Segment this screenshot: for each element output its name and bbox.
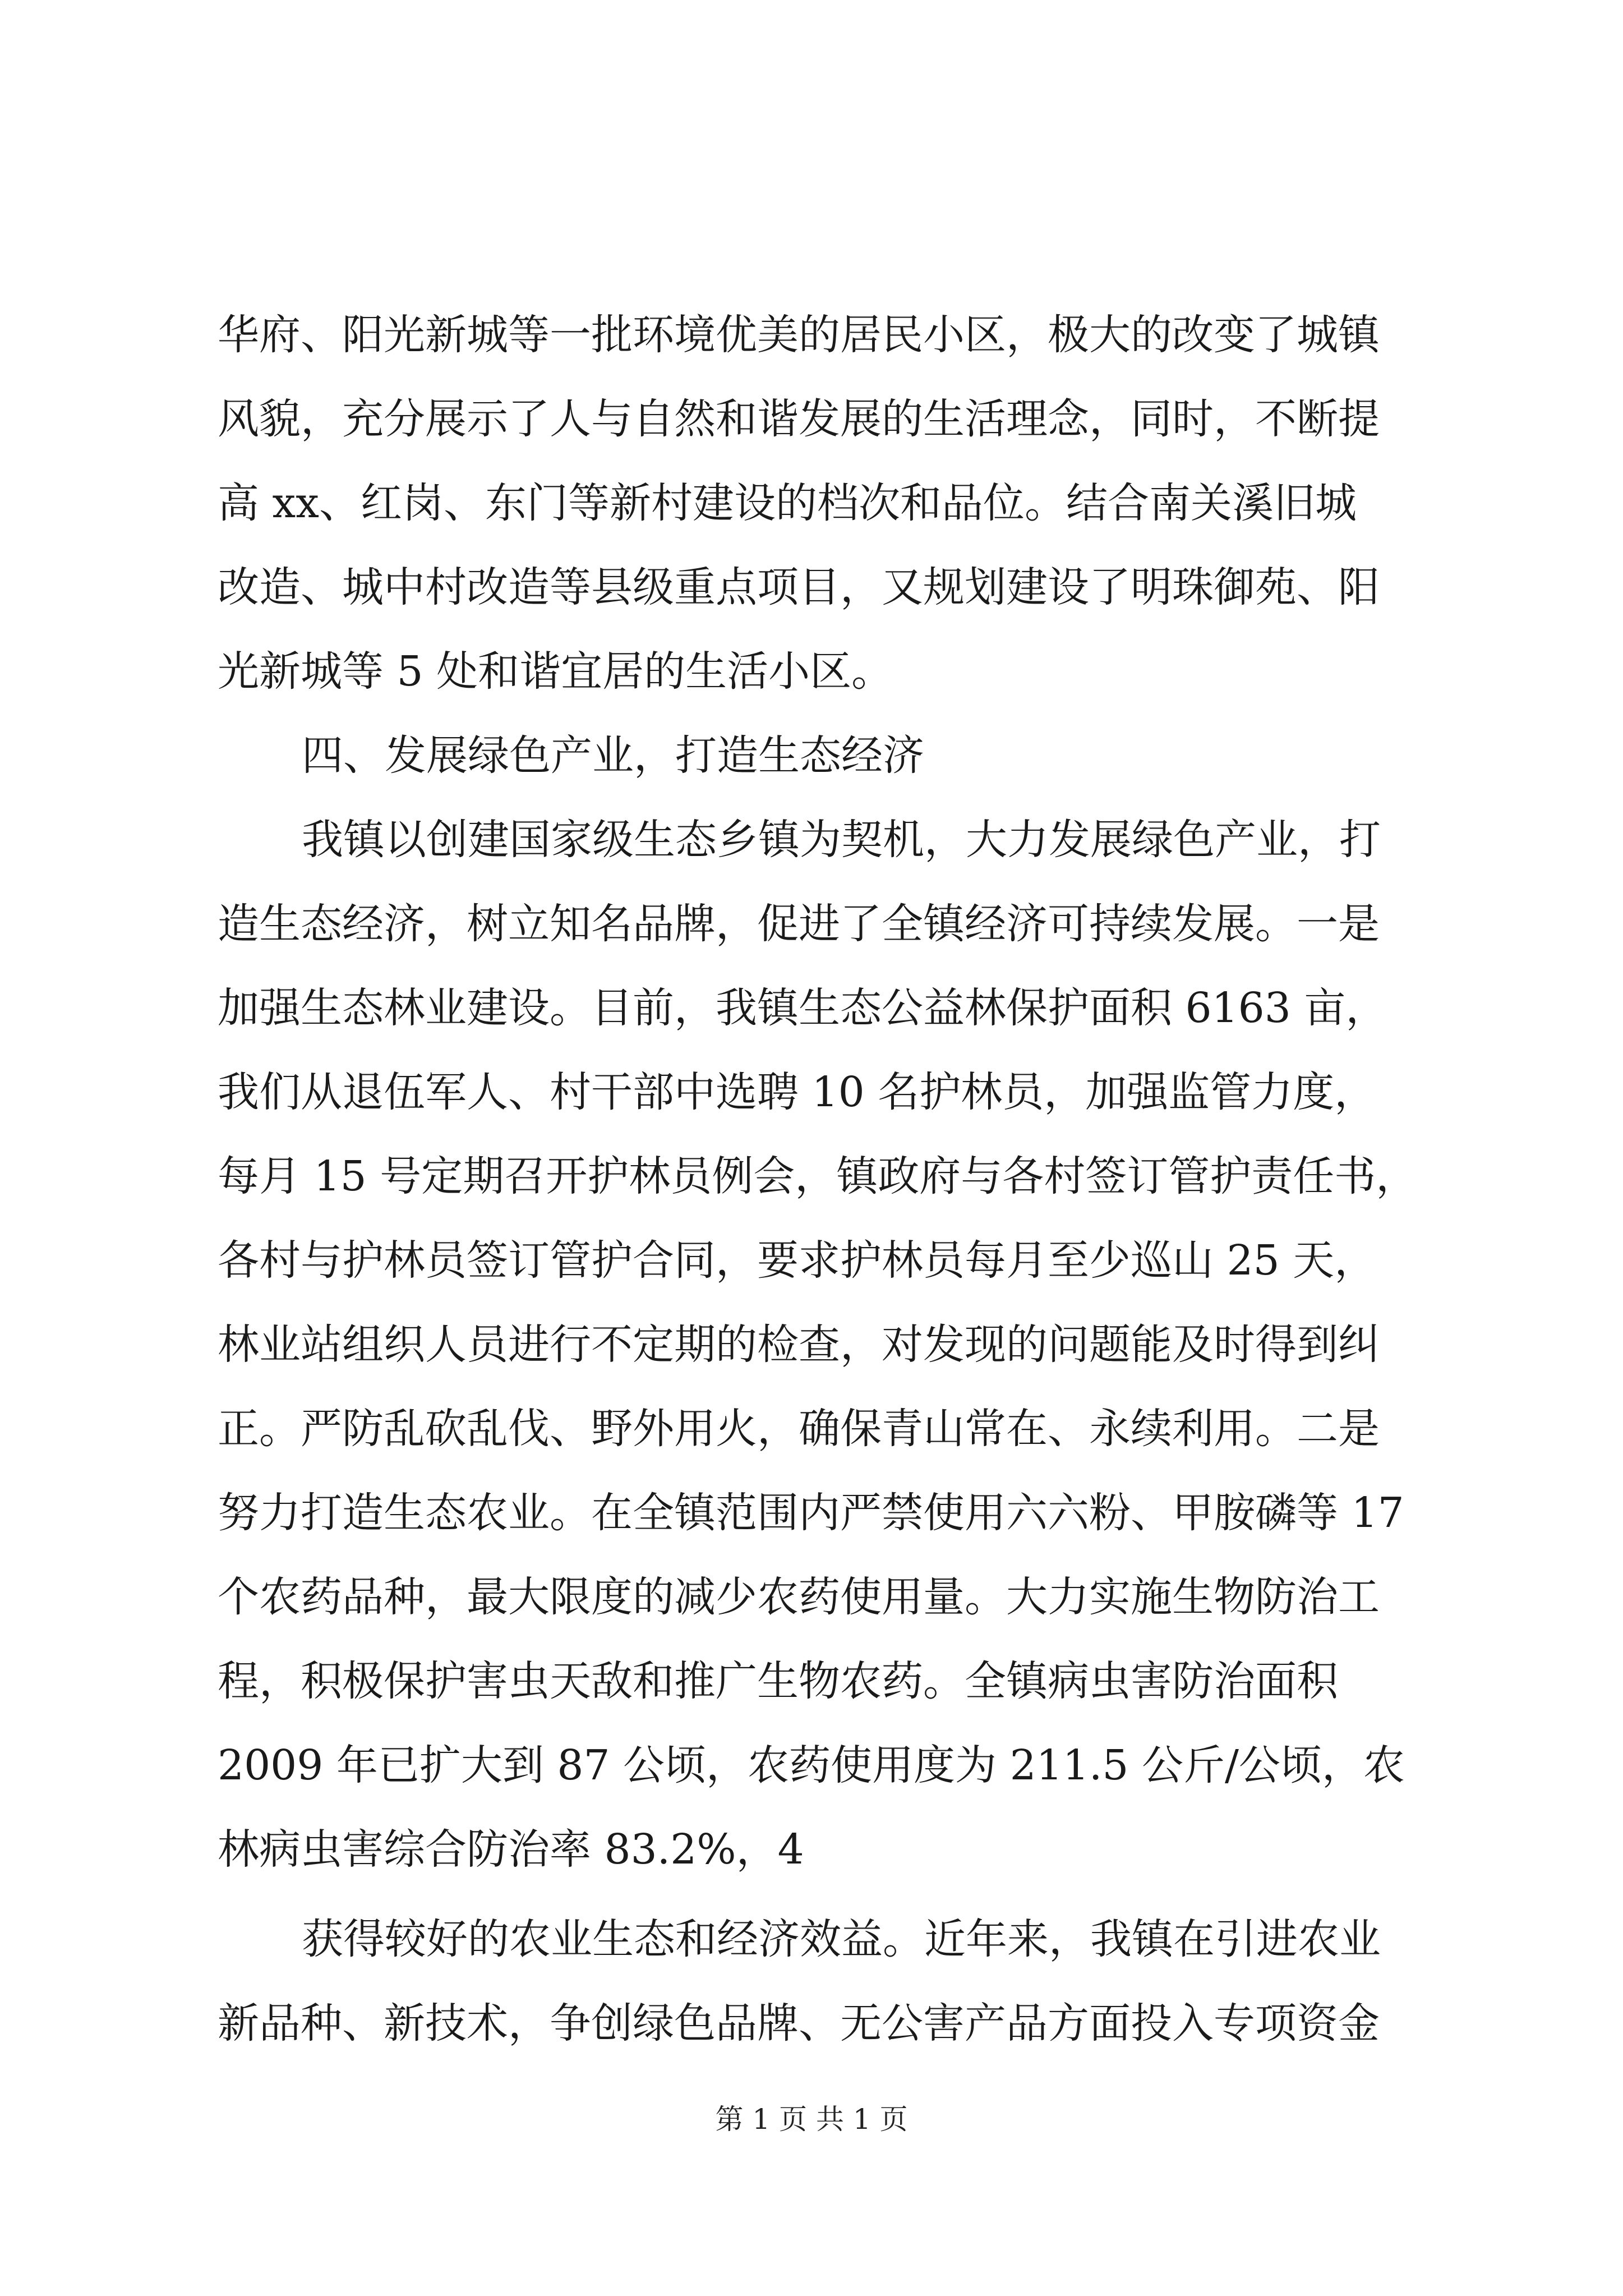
body-line: 林病虫害综合防治率 83.2%，4 <box>218 1825 804 1874</box>
body-line: 努力打造生态农业。在全镇范围内严禁使用六六粉、甲胺磷等 17 <box>218 1489 1404 1537</box>
body-line: 程，积极保护害虫天敌和推广生物农药。全镇病虫害防治面积 <box>218 1657 1338 1705</box>
body-line: 林业站组织人员进行不定期的检查，对发现的问题能及时得到纠 <box>218 1320 1380 1369</box>
body-line: 我们从退伍军人、村干部中选聘 10 名护林员，加强监管力度， <box>218 1068 1376 1116</box>
body-line: 各村与护林员签订管护合同，要求护林员每月至少巡山 25 天， <box>218 1236 1376 1285</box>
body-line: 高 xx、红岗、东门等新村建设的档次和品位。结合南关溪旧城 <box>218 479 1357 527</box>
body-line: 每月 15 号定期召开护林员例会，镇政府与各村签订管护责任书， <box>218 1152 1418 1200</box>
body-line: 正。严防乱砍乱伐、野外用火，确保青山常在、永续利用。二是 <box>218 1405 1380 1453</box>
section-heading: 四、发展绿色产业，打造生态经济 <box>302 731 924 780</box>
body-line: 风貌，充分展示了人与自然和谐发展的生活理念，同时，不断提 <box>218 395 1380 443</box>
body-line: 华府、阳光新城等一批环境优美的居民小区，极大的改变了城镇 <box>218 311 1380 359</box>
body-line: 造生态经济，树立知名品牌，促进了全镇经济可持续发展。一是 <box>218 900 1380 948</box>
body-line: 个农药品种，最大限度的减少农药使用量。大力实施生物防治工 <box>218 1573 1380 1621</box>
body-line: 光新城等 5 处和谐宜居的生活小区。 <box>218 647 893 696</box>
body-line: 新品种、新技术，争创绿色品牌、无公害产品方面投入专项资金 <box>218 1999 1380 2047</box>
body-line: 改造、城中村改造等县级重点项目，又规划建设了明珠御苑、阳 <box>218 563 1380 611</box>
body-line: 我镇以创建国家级生态乡镇为契机，大力发展绿色产业，打 <box>302 816 1381 864</box>
body-line: 获得较好的农业生态和经济效益。近年来，我镇在引进农业 <box>302 1915 1381 1963</box>
page-footer: 第 1 页 共 1 页 <box>715 2103 908 2136</box>
body-line: 加强生态林业建设。目前，我镇生态公益林保护面积 6163 亩， <box>218 984 1387 1032</box>
body-line: 2009 年已扩大到 87 公顷，农药使用度为 211.5 公斤/公顷，农 <box>218 1741 1405 1789</box>
